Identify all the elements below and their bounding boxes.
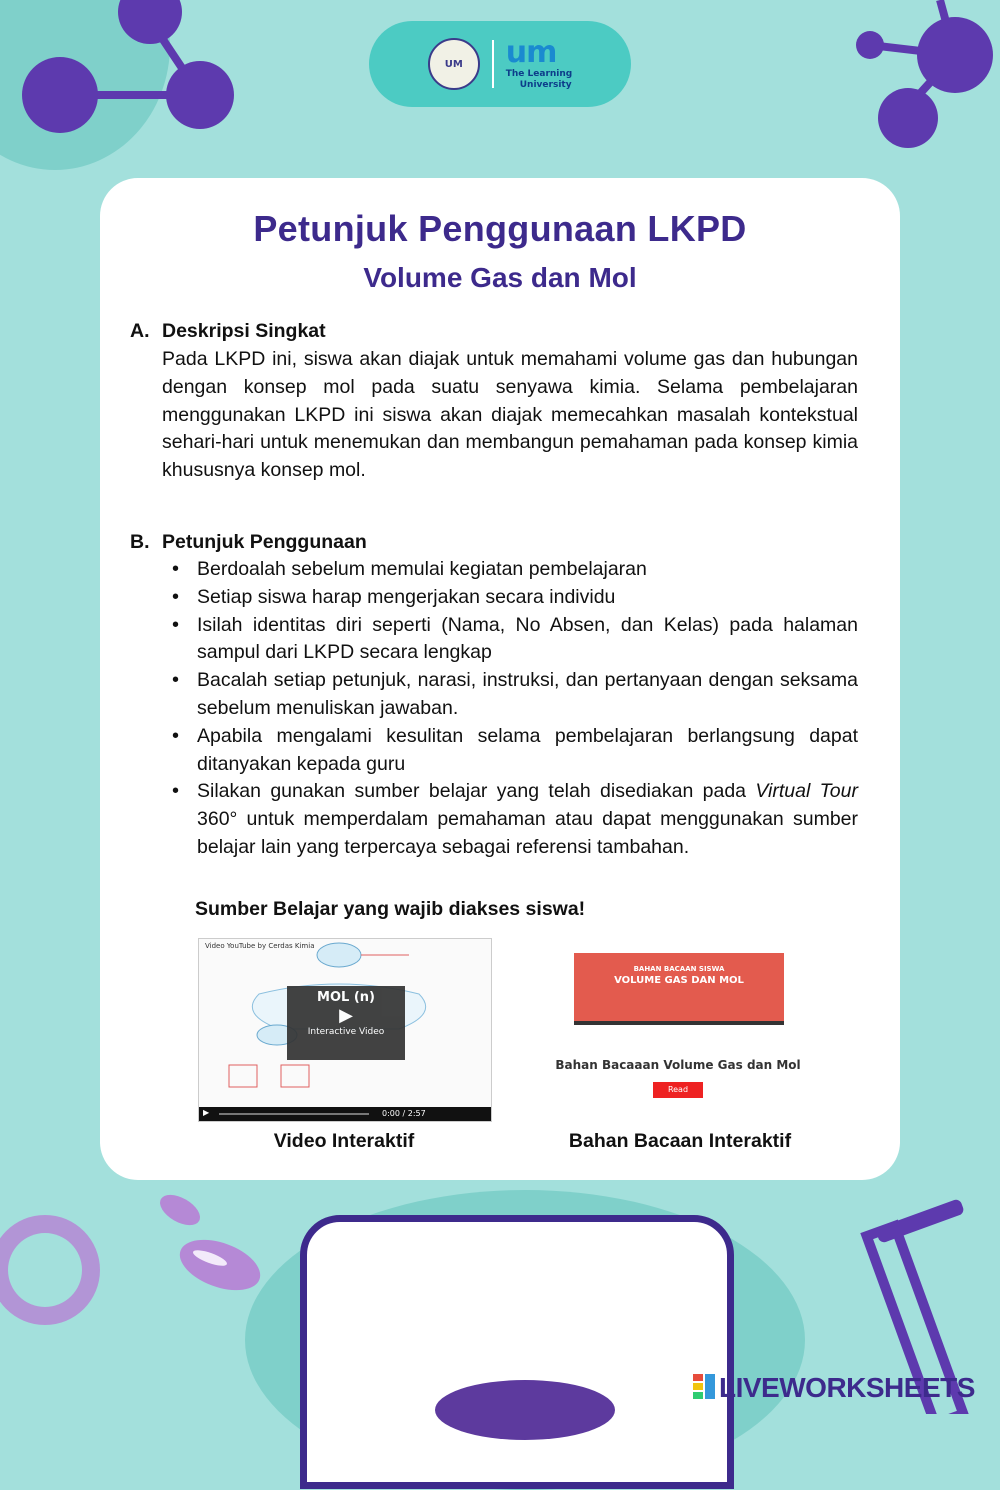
reading-material-card[interactable]	[552, 938, 804, 1108]
logo-divider	[492, 40, 494, 88]
um-logo-mark: um	[505, 35, 557, 70]
beaker-liquid	[435, 1380, 615, 1440]
section-a-paragraph: Pada LKPD ini, siswa akan diajak untuk memahami volume gas dan hubungan dengan konsep mol pada suatu senyawa kimia. Selama pembelajaran menggunakan LKPD ini siswa akan diajak memecahkan masalah kontekstual sehari-hari untuk menemukan dan membangun pemahaman pada konsep kimia khususnya konsep mol.	[162, 348, 858, 482]
molecule-icon-top-left	[0, 0, 260, 180]
um-logo-line1: The Learning	[505, 69, 573, 79]
watermark-text: LIVEWORKSHEETS	[719, 1372, 975, 1403]
video-time: 0:00 / 2:57	[382, 1109, 426, 1118]
video-overlay	[287, 986, 405, 1060]
video-overlay-label: Interactive Video	[307, 1027, 385, 1037]
liveworksheets-logo-icon	[693, 1374, 715, 1400]
list-item: • Isilah identitas diri seperti (Nama, No Absen, dan Kelas) pada halaman sampul dari LKPD secara lengkap	[172, 612, 858, 668]
resources-heading: Sumber Belajar yang wajib diakses siswa!	[195, 898, 586, 920]
list-item: • Setiap siswa harap mengerjakan secara individu	[172, 584, 858, 612]
content-card	[100, 178, 900, 1180]
video-caption: Video Interaktif	[273, 1130, 415, 1152]
decor-leaf-icon	[150, 1190, 270, 1300]
list-item: • Bacalah setiap petunjuk, narasi, instruksi, dan pertanyaan dengan seksama sebelum menuliskan jawaban.	[172, 667, 858, 723]
section-a-letter: A.	[130, 320, 150, 342]
list-item	[172, 778, 858, 861]
university-seal-icon: UM	[428, 38, 480, 90]
section-a-heading: Deskripsi Singkat	[162, 320, 326, 342]
reading-banner	[574, 953, 784, 1025]
instruction-list	[172, 556, 858, 862]
list-item: • Berdoalah sebelum memulai kegiatan pembelajaran	[172, 556, 858, 584]
video-control-bar[interactable]	[199, 1107, 491, 1121]
video-progress-bar[interactable]	[219, 1113, 369, 1115]
reading-caption: Bahan Bacaan Interaktif	[568, 1130, 792, 1152]
virtual-tour-term: Virtual Tour	[755, 780, 858, 803]
interactive-video-thumbnail[interactable]	[198, 938, 492, 1122]
molecule-icon-top-right	[840, 0, 1000, 180]
list-item: • Apabila mengalami kesulitan selama pembelajaran berlangsung dapat ditanyakan kepada guru	[172, 723, 858, 779]
liveworksheets-watermark	[693, 1372, 975, 1404]
reading-banner-title: VOLUME GAS DAN MOL	[614, 975, 744, 986]
play-control-icon[interactable]: ▶	[203, 1108, 210, 1117]
header-logo-pill	[369, 21, 631, 107]
um-logo-line2: University	[519, 80, 572, 90]
section-b-letter: B.	[130, 531, 150, 553]
beaker-illustration	[300, 1215, 734, 1489]
video-mol-title: MOL (n)	[317, 990, 375, 1005]
video-channel-label: Video YouTube by Cerdas Kimia	[205, 942, 315, 950]
reading-title: Bahan Bacaaan Volume Gas dan Mol	[555, 1058, 801, 1072]
um-logo	[505, 35, 573, 90]
decor-ring-icon	[0, 1215, 100, 1325]
reading-banner-kicker: BAHAN BACAAN SISWA	[633, 965, 725, 973]
list-item-text: 360° untuk memperdalam pemahaman atau dapat menggunakan sumber belajar lain yang terpercaya sebagai referensi tambahan.	[197, 808, 858, 858]
section-b-heading: Petunjuk Penggunaan	[162, 531, 367, 553]
read-button[interactable]: Read	[653, 1082, 703, 1098]
page-title: Petunjuk Penggunaan LKPD	[253, 208, 747, 249]
page-subtitle: Volume Gas dan Mol	[363, 262, 637, 293]
play-icon[interactable]: ▶	[339, 1005, 353, 1026]
list-item-text: Silakan gunakan sumber belajar yang telah disediakan pada	[197, 780, 756, 803]
